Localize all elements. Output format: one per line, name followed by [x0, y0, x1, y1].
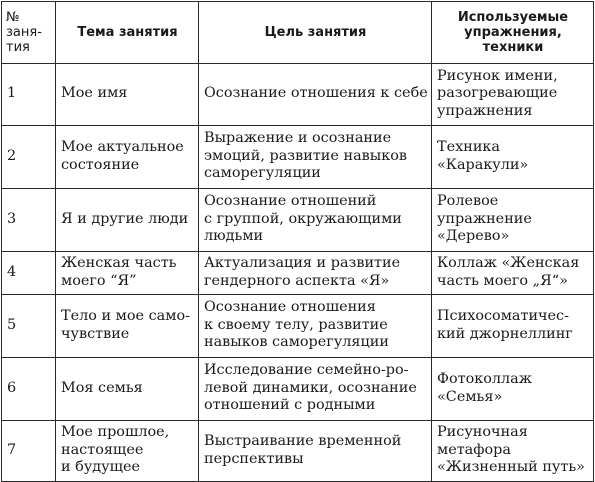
cell-topic-line: Тело и мое само-	[61, 308, 190, 324]
cell-goal-line: Осознание отношения	[204, 299, 376, 316]
cell-techniques	[432, 252, 594, 295]
cell-topic	[56, 358, 199, 421]
sessions-table	[1, 1, 594, 482]
cell-topic-line: состояние	[61, 156, 140, 173]
cell-techniques-line: Техника	[437, 139, 500, 155]
cell-techniques-line: Психосоматичес-	[437, 308, 569, 324]
cell-goal-line: Осознание отношения к себе	[204, 85, 428, 102]
cell-goal	[199, 189, 432, 252]
header-techniques: Используемые упражнения, техники	[432, 2, 594, 64]
cell-topic-line: моего “Я”	[61, 272, 137, 289]
cell-topic	[56, 252, 199, 295]
cell-techniques-line: «Семья»	[437, 388, 503, 405]
cell-goal-line: саморегуляции	[204, 165, 321, 182]
cell-topic-line: Мое имя	[61, 85, 128, 102]
cell-techniques	[432, 295, 594, 358]
cell-topic	[56, 64, 199, 126]
cell-techniques-line: кий джорнеллинг	[437, 325, 573, 342]
cell-techniques-line: часть моего „Я“»	[437, 272, 568, 289]
table-row	[2, 252, 594, 295]
cell-topic-line: Женская часть	[61, 255, 177, 271]
cell-goal-line: Исследование семейно-ро-	[204, 362, 409, 379]
table-row	[2, 358, 594, 421]
cell-techniques-line: Фотоколлаж	[437, 371, 532, 387]
cell-techniques	[432, 421, 594, 482]
cell-techniques	[432, 189, 594, 252]
cell-goal-line: гендерного аспекта «Я»	[204, 272, 390, 289]
cell-topic	[56, 189, 199, 252]
header-goal: Цель занятия	[199, 2, 432, 64]
table-row	[2, 189, 594, 252]
cell-topic-line: Мое актуальное	[61, 139, 184, 155]
cell-techniques-line: «Жизненный путь»	[437, 459, 585, 476]
cell-goal	[199, 252, 432, 295]
cell-goal-line: Выстраивание временной	[204, 433, 402, 449]
cell-techniques-line: метафора	[437, 441, 511, 458]
cell-goal-line: Актуализация и развитие	[204, 255, 401, 271]
cell-goal-line: с группой, окружающими	[204, 210, 402, 227]
cell-topic-line: Я и другие люди	[61, 210, 189, 227]
header-row	[2, 2, 594, 64]
cell-goal-line: левой динамики, осознание	[204, 379, 417, 396]
cell-techniques	[432, 358, 594, 421]
cell-goal-line: Осознание отношений	[204, 193, 377, 210]
cell-techniques-line: «Дерево»	[437, 228, 510, 245]
table-row	[2, 126, 594, 189]
cell-goal-line: эмоций, развитие навыков	[204, 147, 407, 164]
cell-topic-line: чувствие	[61, 325, 130, 342]
cell-goal	[199, 126, 432, 189]
cell-goal-line: отношений с родными	[204, 397, 376, 414]
cell-topic-line: Мое прошлое,	[61, 424, 170, 441]
cell-techniques-line: Рисунок имени,	[437, 67, 558, 84]
cell-topic	[56, 421, 199, 482]
cell-number: 4	[2, 252, 56, 295]
cell-techniques-line: Коллаж «Женская	[437, 255, 580, 271]
cell-goal-line: к своему телу, развитие	[204, 316, 388, 333]
cell-techniques-line: упражнение	[437, 210, 532, 227]
cell-goal	[199, 64, 432, 126]
cell-number: 6	[2, 358, 56, 421]
cell-topic-line: настоящее	[61, 441, 144, 458]
cell-number: 2	[2, 126, 56, 189]
cell-techniques	[432, 64, 594, 126]
cell-topic	[56, 295, 199, 358]
cell-techniques	[432, 126, 594, 189]
cell-goal-line: Выражение и осознание	[204, 130, 392, 147]
cell-number: 7	[2, 421, 56, 482]
header-topic: Тема занятия	[56, 2, 199, 64]
cell-number: 3	[2, 189, 56, 252]
cell-topic-line: Моя семья	[61, 379, 143, 396]
cell-topic-line: и будущее	[61, 459, 141, 476]
cell-topic	[56, 126, 199, 189]
table-row	[2, 64, 594, 126]
cell-goal	[199, 295, 432, 358]
table-row	[2, 421, 594, 482]
cell-goal-line: перспективы	[204, 450, 304, 467]
table-row	[2, 295, 594, 358]
cell-techniques-line: «Каракули»	[437, 156, 529, 173]
cell-goal	[199, 421, 432, 482]
cell-techniques-line: Ролевое	[437, 193, 499, 210]
cell-number: 1	[2, 64, 56, 126]
cell-techniques-line: разогревающие	[437, 85, 558, 102]
cell-goal	[199, 358, 432, 421]
cell-techniques-line: Рисуночная	[437, 424, 528, 441]
cell-techniques-line: упражнения	[437, 102, 533, 119]
cell-number: 5	[2, 295, 56, 358]
cell-goal-line: навыков саморегуляции	[204, 334, 389, 351]
cell-goal-line: людьми	[204, 228, 264, 245]
header-number: № заня- тия	[2, 2, 56, 64]
